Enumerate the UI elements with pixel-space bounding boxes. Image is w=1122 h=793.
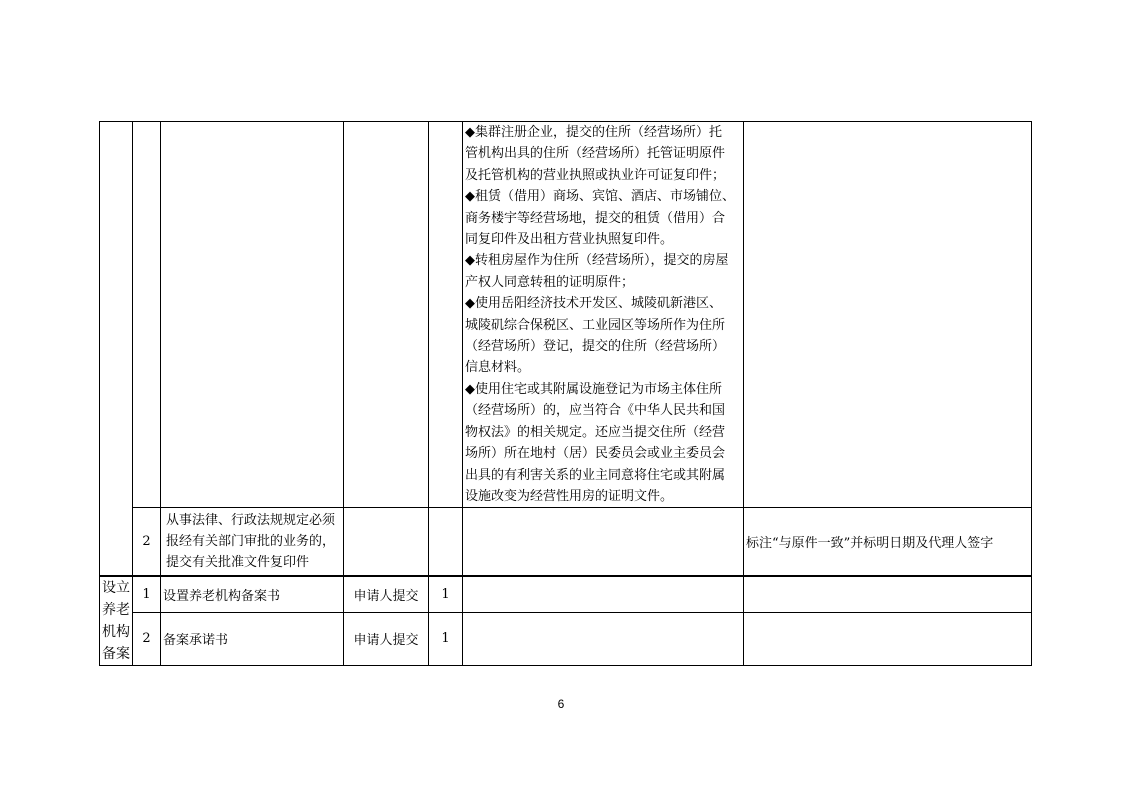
requirements-cell: [463, 122, 744, 508]
requirement-line: 商务楼宇等经营场地，提交的租赁（借用）合: [465, 210, 726, 226]
requirement-line: ◆使用住宅或其附属设施登记为市场主体住所: [465, 381, 722, 397]
material-name-cell: [161, 508, 344, 577]
requirement-line: 城陵矶综合保税区、工业园区等场所作为住所: [465, 317, 726, 333]
qty-cell-empty: [429, 508, 463, 577]
row-number: 2: [133, 508, 161, 577]
requirement-line: （经营场所）的，应当符合《中华人民共和国: [465, 403, 726, 419]
requirement-line: ◆使用岳阳经济技术开发区、城陵矶新港区、: [465, 296, 722, 312]
requirements-cell-empty: [463, 612, 744, 666]
material-name-line: 报经有关部门审批的业务的，: [166, 534, 336, 550]
materials-table: [99, 121, 1032, 666]
section-cell-continued: [100, 122, 133, 577]
material-name: 设置养老机构备案书: [161, 576, 344, 612]
name-cell-empty: [161, 122, 344, 508]
requirement-line: ◆转租房屋作为住所（经营场所），提交的房屋: [465, 253, 729, 269]
source-cell-empty: [344, 122, 429, 508]
material-quantity: 1: [429, 612, 463, 666]
requirement-line: 及托管机构的营业执照或执业许可证复印件；: [465, 167, 726, 183]
material-source: 申请人提交: [344, 612, 429, 666]
section-label-line: 备案: [102, 646, 130, 663]
note-cell: [744, 508, 1032, 577]
requirements-cell-empty: [463, 576, 744, 612]
note-text: 标注“与原件一致”并标明日期及代理人签字: [746, 536, 994, 552]
requirement-line: 设施改变为经营性用房的证明文件。: [465, 488, 674, 504]
section-label-line: 设立: [102, 580, 130, 597]
qty-cell-empty: [429, 122, 463, 508]
material-name: 备案承诺书: [161, 612, 344, 666]
material-name-line: 提交有关批准文件复印件: [166, 555, 310, 571]
row-number: 1: [133, 576, 161, 612]
row-number: 2: [133, 612, 161, 666]
section-label: [100, 576, 133, 666]
material-name-line: 从事法律、行政法规规定必须: [166, 513, 336, 529]
table-row: [100, 576, 1032, 612]
note-cell-empty: [744, 576, 1032, 612]
section-label-line: 机构: [102, 624, 130, 641]
requirement-line: 场所）所在地村（居）民委员会或业主委员会: [465, 446, 726, 462]
requirement-line: 同复印件及出租方营业执照复印件。: [465, 232, 674, 248]
requirement-line: ◆集群注册企业，提交的住所（经营场所）托: [465, 125, 722, 140]
requirement-line: 产权人同意转租的证明原件；: [465, 274, 635, 290]
section-label-line: 养老: [102, 602, 130, 619]
note-cell-empty: [744, 612, 1032, 666]
requirement-line: 物权法》的相关规定。还应当提交住所（经营: [465, 424, 726, 440]
material-quantity: 1: [429, 576, 463, 612]
num-cell-empty: [133, 122, 161, 508]
table-row: [100, 508, 1032, 577]
note-cell-empty: [744, 122, 1032, 508]
page-number: 6: [557, 697, 565, 711]
requirement-line: 信息材料。: [465, 360, 531, 376]
requirements-cell-empty: [463, 508, 744, 577]
source-cell-empty: [344, 508, 429, 577]
table-row-continued: [100, 122, 1032, 508]
requirement-line: ◆租赁（借用）商场、宾馆、酒店、市场铺位、: [465, 189, 735, 205]
table-row: [100, 612, 1032, 666]
requirement-line: （经营场所）登记，提交的住所（经营场所）: [465, 339, 726, 355]
requirement-line: 出具的有利害关系的业主同意将住宅或其附属: [465, 467, 726, 483]
requirement-line: 管机构出具的住所（经营场所）托管证明原件: [465, 146, 726, 162]
material-source: 申请人提交: [344, 576, 429, 612]
